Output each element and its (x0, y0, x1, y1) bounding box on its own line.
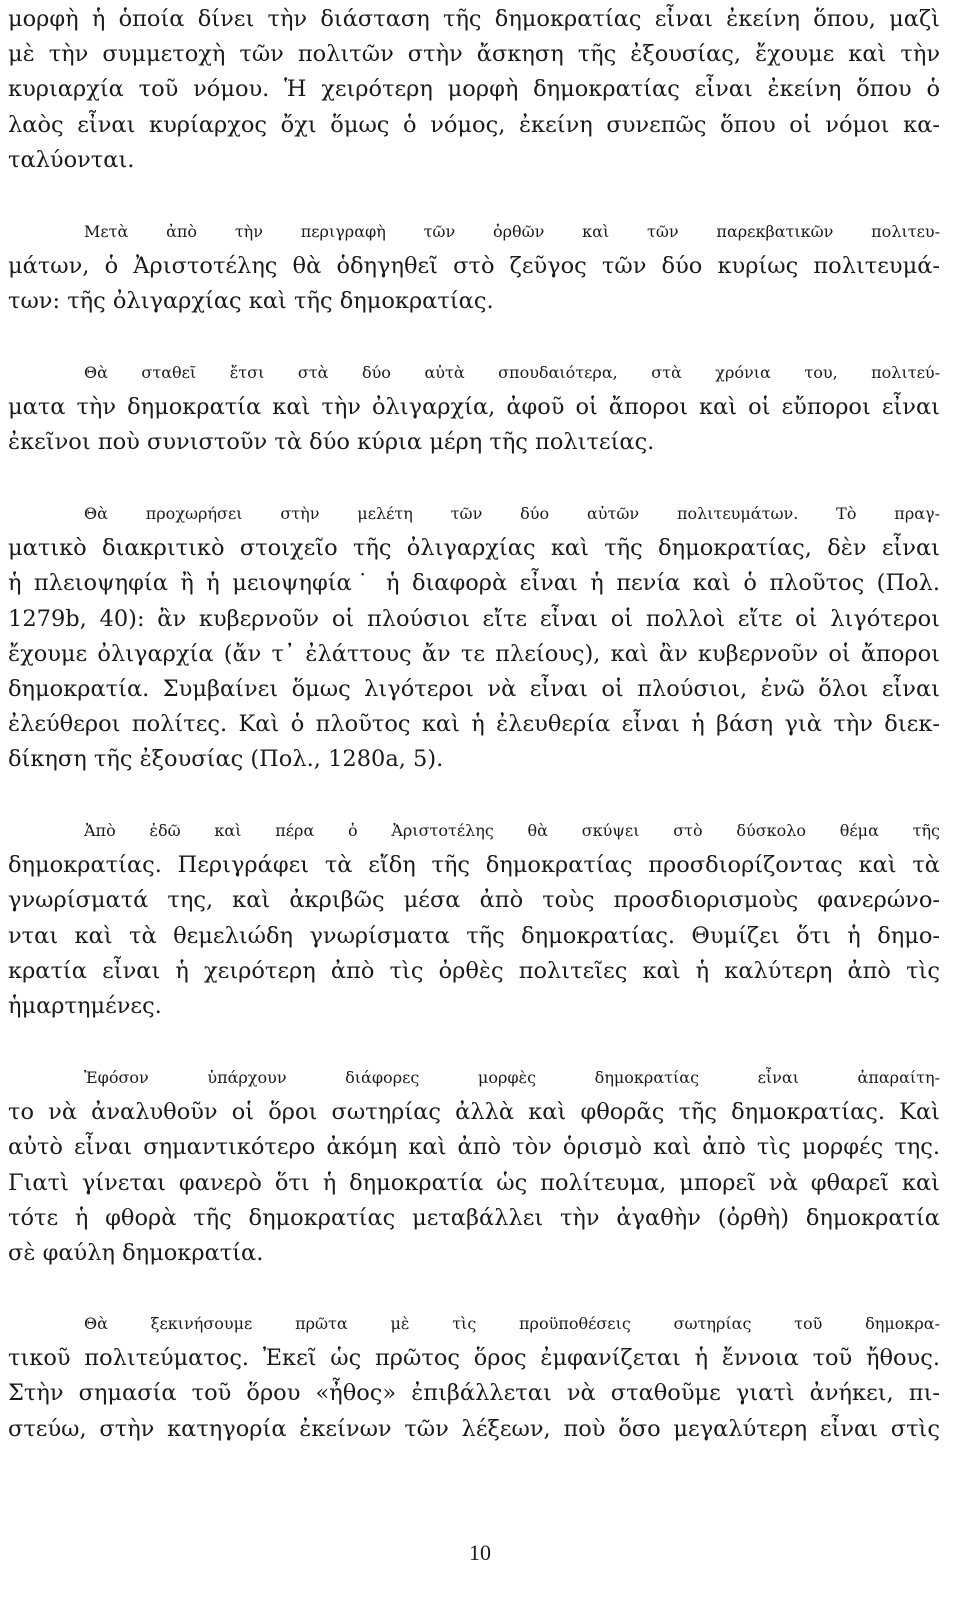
text-line: ταλύονται. (8, 146, 135, 173)
page-number: 10 (469, 1540, 491, 1565)
paragraph-1 (8, 214, 940, 320)
text-line: Στὴν σημασία τοῦ ὅρου «ἦθος» ἐπιβάλλεται νὰ σταθοῦμε γιατὶ ἀνήκει, πι- (8, 1380, 940, 1407)
text-line: δίκηση τῆς ἐξουσίας (Πολ., 1280a, 5). (8, 746, 444, 773)
text-line: ματα τὴν δημοκρατία καὶ τὴν ὀλιγαρχία, ἀφοῦ οἱ ἄποροι καὶ οἱ εὔποροι εἶναι (8, 394, 940, 421)
text-line: νται καὶ τὰ θεμελιώδη γνωρίσματα τῆς δημοκρατίας. Θυμίζει ὅτι ἡ δημο- (8, 922, 940, 949)
text-line: Θὰ προχωρήσει στὴν μελέτη τῶν δύο αὐτῶν πολιτευμάτων. Τὸ πραγ- (84, 504, 940, 523)
text-line: Θὰ σταθεῖ ἔτσι στὰ δύο αὐτὰ σπουδαιότερα, στὰ χρόνια του, πολιτεύ- (84, 363, 940, 382)
text-line: ἡμαρτημένες. (8, 993, 162, 1020)
text-line: Θὰ ξεκινήσουμε πρῶτα μὲ τὶς προϋποθέσεις σωτηρίας τοῦ δημοκρα- (84, 1314, 940, 1333)
text-line: στεύω, στὴν κατηγορία ἐκείνων τῶν λέξεων, ποὺ ὅσο μεγαλύτερη εἶναι στὶς (8, 1415, 940, 1442)
paragraph-4 (8, 813, 940, 1024)
text-line: μορφὴ ἡ ὁποία δίνει τὴν διάσταση τῆς δημοκρατίας εἶναι ἐκείνη ὅπου, μαζὶ (8, 6, 940, 32)
text-line: των: τῆς ὀλιγαρχίας καὶ τῆς δημοκρατίας. (8, 288, 494, 315)
text-line: Ἀπὸ ἐδῶ καὶ πέρα ὁ Ἀριστοτέλης θὰ σκύψει στὸ δύσκολο θέμα τῆς (84, 821, 940, 840)
text-line: κυριαρχία τοῦ νόμου. Ἡ χειρότερη μορφὴ δημοκρατίας εἶναι ἐκείνη ὅπου ὁ (8, 76, 940, 103)
text-line: μὲ τὴν συμμετοχὴ τῶν πολιτῶν στὴν ἄσκηση τῆς ἐξουσίας, ἔχουμε καὶ τὴν (8, 41, 940, 68)
text-line: Μετὰ ἀπὸ τὴν περιγραφὴ τῶν ὀρθῶν καὶ τῶν παρεκβατικῶν πολιτευ- (84, 222, 940, 241)
text-line: ἡ πλειοψηφία ἢ ἡ μειοψηφία˙ ἡ διαφορὰ εἶναι ἡ πενία καὶ ὁ πλοῦτος (Πολ. (8, 570, 940, 597)
text-line: 1279b, 40): ἂν κυβερνοῦν οἱ πλούσιοι εἴτε εἶναι οἱ πολλοὶ εἴτε οἱ λιγότεροι (8, 605, 940, 632)
text-line: δημοκρατίας. Περιγράφει τὰ εἴδη τῆς δημοκρατίας προσδιορίζοντας καὶ τὰ (8, 852, 940, 879)
text-line: ἐλεύθεροι πολίτες. Καὶ ὁ πλοῦτος καὶ ἡ ἐλευθερία εἶναι ἡ βάση γιὰ τὴν διεκ- (8, 711, 940, 738)
text-line: ἐκεῖνοι ποὺ συνιστοῦν τὰ δύο κύρια μέρη τῆς πολιτείας. (8, 429, 655, 456)
text-line: σὲ φαύλη δημοκρατία. (8, 1240, 264, 1267)
text-line: Ἐφόσον ὑπάρχουν διάφορες μορφὲς δημοκρατίας εἶναι ἀπαραίτη- (84, 1068, 940, 1087)
paragraph-3 (8, 496, 940, 778)
paragraph-2 (8, 355, 940, 461)
text-line: Γιατὶ γίνεται φανερὸ ὅτι ἡ δημοκρατία ὡς πολίτευμα, μπορεῖ νὰ φθαρεῖ καὶ (8, 1169, 940, 1196)
text-line: ματικὸ διακριτικὸ στοιχεῖο τῆς ὀλιγαρχίας καὶ τῆς δημοκρατίας, δὲν εἶναι (8, 535, 940, 562)
text-line: γνωρίσματά της, καὶ ἀκριβῶς μέσα ἀπὸ τοὺς προσδιορισμοὺς φανερώνο- (8, 887, 940, 914)
text-line: τικοῦ πολιτεύματος. Ἐκεῖ ὡς πρῶτος ὅρος ἐμφανίζεται ἡ ἔννοια τοῦ ἤθους. (8, 1345, 940, 1372)
text-line: μάτων, ὁ Ἀριστοτέλης θὰ ὁδηγηθεῖ στὸ ζεῦγος τῶν δύο κυρίως πολιτευμά- (8, 253, 940, 280)
text-line: ἔχουμε ὀλιγαρχία (ἄν τ᾽ ἐλάττους ἄν τε πλείους), καὶ ἂν κυβερνοῦν οἱ ἄποροι (8, 640, 940, 667)
text-line: το νὰ ἀναλυθοῦν οἱ ὅροι σωτηρίας ἀλλὰ καὶ φθορᾶς τῆς δημοκρατίας. Καὶ (8, 1099, 940, 1126)
paragraph-0 (8, 2, 940, 178)
text-line: κρατία εἶναι ἡ χειρότερη ἀπὸ τὶς ὀρθὲς πολιτεῖες καὶ ἡ καλύτερη ἀπὸ τὶς (8, 957, 940, 984)
text-line: τότε ἡ φθορὰ τῆς δημοκρατίας μεταβάλλει τὴν ἀγαθὴν (ὀρθὴ) δημοκρατία (8, 1204, 940, 1231)
text-line: λαὸς εἶναι κυρίαρχος ὄχι ὅμως ὁ νόμος, ἐκείνη συνεπῶς ὅπου οἱ νόμοι κα- (8, 111, 940, 138)
text-line: αὐτὸ εἶναι σημαντικότερο ἀκόμη καὶ ἀπὸ τὸν ὁρισμὸ καὶ ἀπὸ τὶς μορφές της. (8, 1134, 940, 1161)
text-line: δημοκρατία. Συμβαίνει ὅμως λιγότεροι νὰ εἶναι οἱ πλούσιοι, ἐνῶ ὅλοι εἶναι (8, 676, 940, 703)
paragraph-5 (8, 1060, 940, 1271)
paragraph-6 (8, 1306, 940, 1447)
